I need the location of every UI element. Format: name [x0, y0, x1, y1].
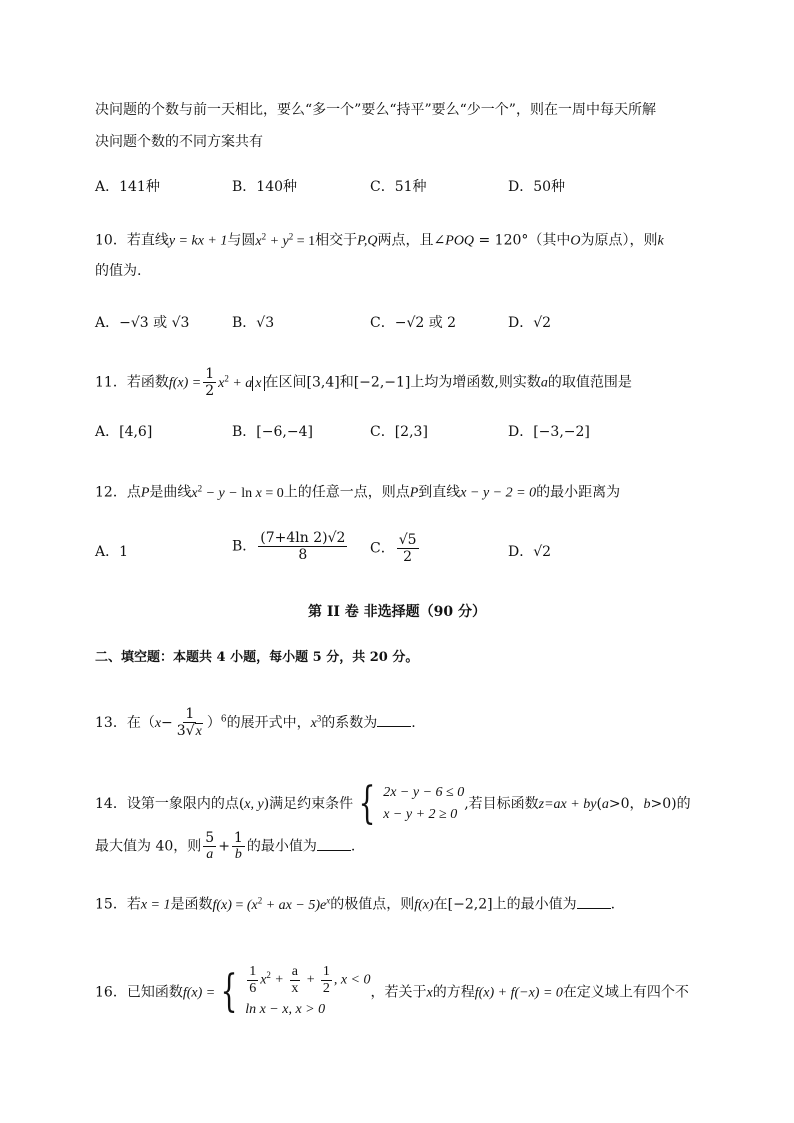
q10-circle-equation: $x^2 + y^2 = 1$: [255, 231, 316, 249]
q10-text-line1: 10．若直线y = kx + 1与圆$x^2 + y^2 = 1$相交于P,Q两点，且∠POQ = 120°（其中O为原点），则k: [95, 231, 664, 249]
q9-option-a: A．141种: [95, 179, 160, 195]
q11-fraction-half: $\frac{1}{2}$: [205, 366, 215, 399]
q11-option-a: A．[4,6]: [95, 424, 153, 440]
q15-answer-blank[interactable]: [577, 894, 611, 909]
q9-option-d: D．50种: [508, 179, 566, 195]
q9-text-line1: 决问题的个数与前一天相比，要么“多一个”要么“持平”要么“少一个”，则在一周中每天所解: [95, 102, 656, 118]
q12-option-c: C． $\frac{√5}{2}$: [370, 532, 417, 565]
q13-text: 13．在（x− $\frac{1}{3√x}$ ）$^6$的展开式中，$x^3$的系数为 .: [95, 706, 416, 739]
q10-option-b: B．√3: [232, 315, 275, 331]
q12-option-d: D．√2: [508, 544, 552, 560]
q14-answer-blank[interactable]: [317, 836, 351, 851]
q15-function: $f(x) = (x^2$ + ax − $5)e^x$: [212, 895, 331, 913]
q10-option-a: A．−√3 或 √3: [95, 315, 190, 331]
section-title: 第 II 卷 非选择题（90 分）: [307, 604, 487, 620]
q11-option-d: D．[−3,−2]: [508, 424, 590, 440]
q11-function-body: $x^2 + a$ x: [218, 376, 264, 391]
q14-text-line2: 最大值为 40，则 $\frac{5}{a}$ + $\frac{1}{b}$ 的最小值为 .: [95, 830, 356, 862]
q9-option-b: B．140种: [232, 179, 298, 195]
q12-option-a: A．1: [95, 544, 129, 560]
q16-cases: $\frac{1}{6}$ $x^2$ + $\frac{a}{x}$ + $\frac{1}{2}$ , x < 0 ln x − x, x > 0: [245, 963, 371, 1017]
q16-text: 16．已知函数f(x) = { $\frac{1}{6}$ $x^2$ + $\frac{a}{x}$ + $\frac{1}{2}$ , x < 0 ln x − x, x > 0 ，若关于x的方程f(x) + f(−x) = 0在定义域上有四个不: [95, 962, 689, 1023]
q11-option-c: C．[2,3]: [370, 424, 428, 440]
part2-heading: 二、填空题：本题共 4 小题，每小题 5 分，共 20 分。: [95, 650, 419, 665]
q10-option-c: C．−√2 或 2: [370, 315, 457, 331]
q12-text: 12．点P是曲线$x^2 - y - \ln x = 0$上的任意一点，则点P到直线x − y − 2 = 0的最小距离为: [95, 483, 621, 501]
q12-curve-equation: $x^2 - y - \ln x = 0$: [191, 483, 284, 501]
q11-option-b: B．[−6,−4]: [232, 424, 313, 440]
q16-brace: {: [220, 966, 238, 1018]
q10-option-d: D．√2: [508, 315, 552, 331]
q13-answer-blank[interactable]: [377, 712, 411, 727]
q13-x-cubed: $x^3$: [310, 713, 322, 731]
q11-text: 11．若函数f(x) = $\frac{1}{2}$ $x^2 + a$ x 在区间[3,4]和[−2,−1]上均为增函数,则实数a的取值范围是: [95, 366, 632, 399]
q9-text-line2: 决问题个数的不同方案共有: [95, 134, 263, 150]
q14-text-line1: 14．设第一象限内的点(x, y)满足约束条件 { 2x − y − 6 ≤ 0 x − y + 2 ≥ 0 ,若目标函数z=ax + by(a>0，b>0)的: [95, 778, 691, 829]
q10-line-equation: y = kx + 1: [168, 233, 228, 249]
q15-text: 15．若x = 1是函数$f(x) = (x^2$ + ax − $5)e^x$的极值点，则f(x)在[−2,2]上的最小值为 .: [95, 895, 616, 913]
q14-brace: {: [358, 778, 376, 829]
q9-option-c: C．51种: [370, 179, 427, 195]
q10-text-line2: 的值为.: [95, 263, 142, 279]
q13-fraction: $\frac{1}{3√x}$: [176, 706, 202, 739]
q12-option-b: B． $\frac{(7+4\ln 2)√2}{8}$: [232, 530, 346, 563]
q14-constraints: 2x − y − 6 ≤ 0 x − y + 2 ≥ 0: [383, 785, 465, 822]
